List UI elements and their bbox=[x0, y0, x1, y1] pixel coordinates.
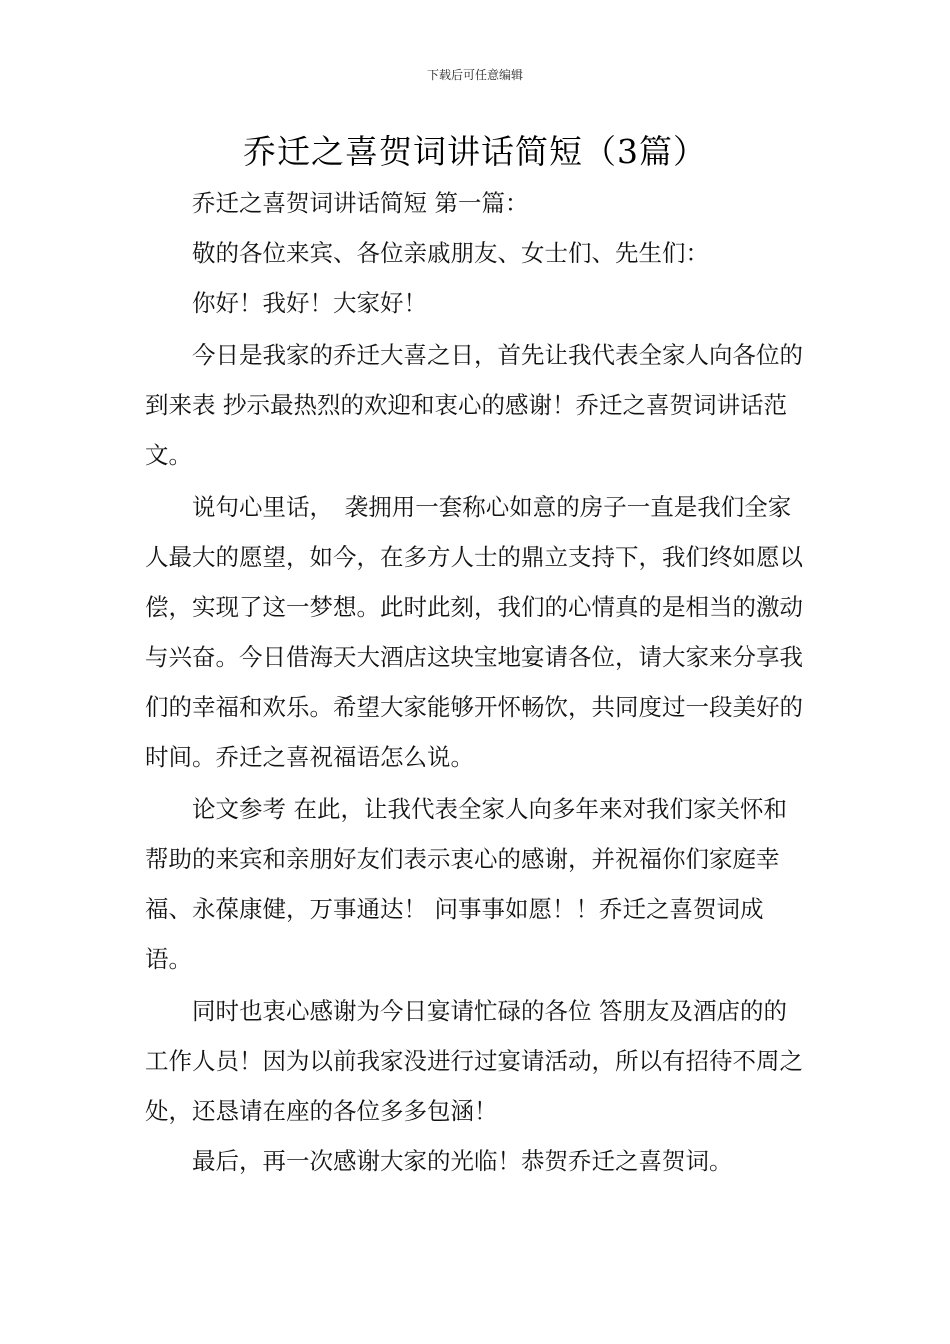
paragraph-closing: 最后，再一次感谢大家的光临！恭贺乔迁之喜贺词。 bbox=[192, 1147, 733, 1175]
paragraph-salutation: 敬的各位来宾、各位亲戚朋友、女士们、先生们： bbox=[192, 239, 709, 267]
paragraph-thanks: 论文参考 在此，让我代表全家人向多年来对我们家关怀和帮助的来宾和亲朋好友们表示衷心的感谢，并祝福你们家庭幸福、永葆康健，万事通达！ 问事事如愿！！乔迁之喜贺词成语。 bbox=[145, 795, 787, 973]
page-header-note: 下载后可任意编辑 bbox=[426, 68, 523, 82]
paragraph-greeting: 你好！我好！大家好！ bbox=[192, 289, 427, 317]
document-title: 乔迁之喜贺词讲话简短（3篇） bbox=[243, 132, 707, 171]
paragraph-wish: 说句心里话， 袭拥用一套称心如意的房子一直是我们全家人最大的愿望，如今，在多方人士的鼎立支持下，我们终如愿以偿，实现了这一梦想。此时此刻，我们的心情真的是相当的激动与兴奋。今日借海天大酒店这块宝地宴请各位，请大家来分享我们的幸福和欢乐。希望大家能够开怀畅饮，共同度过一段美好的时间。乔迁之喜祝福语怎么说。 bbox=[145, 493, 803, 771]
document-body bbox=[145, 178, 810, 1186]
paragraph-welcome: 今日是我家的乔迁大喜之日，首先让我代表全家人向各位的到来表 抄示最热烈的欢迎和衷心的感谢！乔迁之喜贺词讲话范文。 bbox=[145, 341, 803, 469]
paragraph-section-heading: 乔迁之喜贺词讲话简短 第一篇： bbox=[192, 189, 529, 217]
paragraph-staff-thanks: 同时也衷心感谢为今日宴请忙碌的各位 答朋友及酒店的的工作人员！因为以前我家没进行过宴请活动，所以有招待不周之处，还恳请在座的各位多多包涵！ bbox=[145, 997, 803, 1125]
